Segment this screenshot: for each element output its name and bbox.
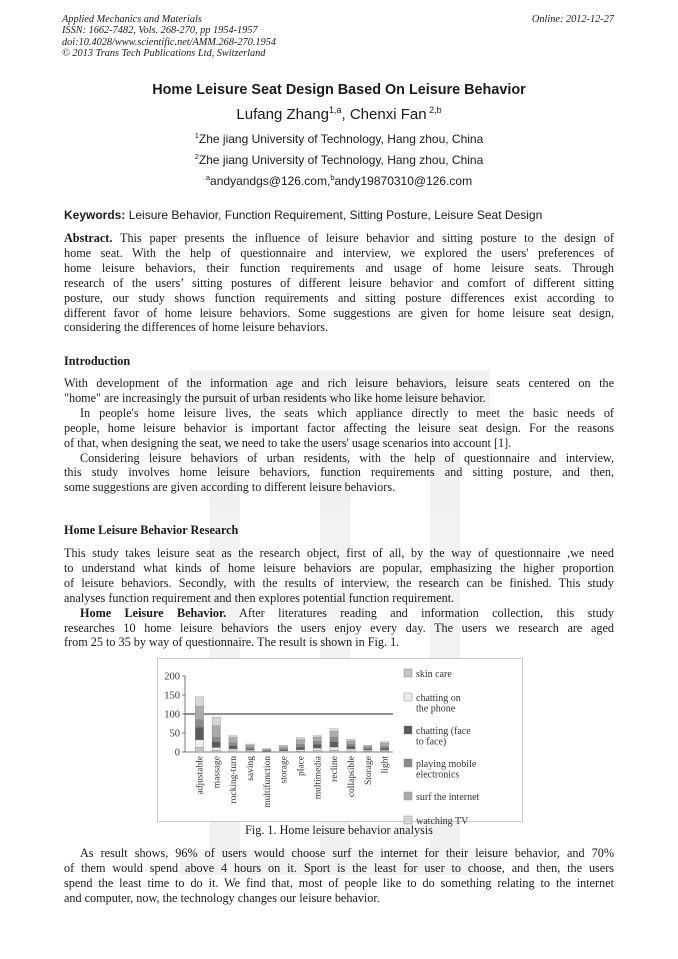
x-tick-label: recline	[330, 756, 341, 782]
bar-segment	[347, 741, 355, 744]
bar-segment	[279, 747, 287, 749]
bar-segment	[195, 727, 203, 740]
bar-segment	[212, 747, 220, 750]
bar-segment	[229, 736, 237, 738]
keywords	[64, 208, 542, 222]
bar-segment	[246, 744, 254, 745]
bar-segment	[229, 743, 237, 746]
intro-heading: Introduction	[64, 354, 131, 368]
legend-swatch	[404, 726, 412, 734]
x-tick-label: Storage	[363, 756, 374, 786]
bar-segment	[380, 750, 388, 751]
bar-segment	[229, 749, 237, 751]
leisure-chart	[158, 659, 522, 827]
bar-segment	[313, 748, 321, 750]
x-tick-label: multifunction	[262, 756, 273, 808]
bar-segment	[296, 747, 304, 750]
bar-segment	[313, 744, 321, 748]
result-line: of them would spend above 4 hours on it. Sport is the least for user to choose, and then, the users	[64, 860, 614, 875]
x-tick-label: multimedia	[313, 756, 324, 800]
y-tick-label: 50	[169, 728, 180, 740]
bar-segment	[364, 746, 372, 748]
legend-swatch	[404, 759, 412, 767]
result-line: spend the least time to do it. We find that, most of people like to do something relating to the internet	[64, 875, 614, 890]
bar-segment	[330, 731, 338, 737]
bar-segment	[330, 729, 338, 732]
legend-swatch	[404, 792, 412, 800]
bar-segment	[380, 743, 388, 746]
bar-segment	[229, 738, 237, 743]
legend-label: electronics	[416, 769, 460, 781]
affiliation-2	[0, 152, 678, 167]
bar-segment	[296, 740, 304, 745]
bar-segment	[229, 751, 237, 752]
abstract-line: home seat. With the help of questionnaire and interview, we explored the users' preferences of	[64, 245, 614, 260]
legend-label: chatting (face	[416, 726, 471, 737]
research-line: researches 10 home leisure behaviors the users enjoy every day. The users we research are aged	[64, 620, 614, 635]
bar-segment	[330, 742, 338, 747]
affiliation-1	[0, 131, 678, 146]
research-heading: Home Leisure Behavior Research	[64, 523, 239, 537]
bar-segment	[246, 747, 254, 749]
aff-2-text: Zhe jiang University of Technology, Hang zhou, China	[198, 153, 484, 167]
research-line: to understand what kinds of home leisure behaviors are popular, emphasizing the higher proportion	[64, 560, 614, 575]
legend-label: to face)	[416, 736, 447, 748]
author-1: Lufang Zhang	[236, 106, 329, 123]
bar-segment	[380, 748, 388, 750]
keywords-label: Keywords:	[64, 208, 126, 222]
abstract-line: research of the users’ sitting postures of different leisure behavior and comfort of different sitting	[64, 275, 614, 290]
legend-label: the phone	[416, 703, 456, 715]
bar-segment	[347, 749, 355, 751]
intro-line: Considering leisure behaviors of urban residents, with the help of questionnaire and interview,	[80, 450, 614, 465]
research-line: Home Leisure Behavior. After literatures reading and information collection, this study	[80, 605, 615, 620]
x-tick-label: storage	[279, 756, 290, 784]
research-line: This study takes leisure seat as the research object, first of all, by the way of questionnaire ,we need	[64, 546, 614, 560]
intro-line: of that, when designing the seat, we need to take the users' usage scenarios into account [1].	[64, 435, 512, 450]
author-2-sup: 2,b	[426, 105, 442, 115]
bar-segment	[195, 697, 203, 707]
aff-1-text: Zhe jiang University of Technology, Hang zhou, China	[198, 132, 484, 146]
bar-segment	[347, 739, 355, 741]
bar-segment	[212, 717, 220, 726]
bar-segment	[212, 737, 220, 742]
bar-segment	[246, 750, 254, 751]
bar-segment	[279, 745, 287, 747]
journal-header	[62, 14, 276, 60]
email-a[interactable]: andyandgs@126.com,	[210, 174, 331, 188]
paper-title: Home Leisure Seat Design Based On Leisure Behavior	[152, 82, 526, 98]
y-tick-label: 100	[164, 709, 180, 721]
aff-1-sup: 1	[194, 131, 199, 140]
intro-line: In people's home leisure lives, the seats which appliance directly to meet the basic needs of	[80, 405, 614, 420]
x-tick-label: place	[296, 756, 307, 777]
bar-segment	[330, 747, 338, 750]
bar-segment	[195, 740, 203, 748]
bar-segment	[263, 749, 271, 750]
bar-segment	[296, 750, 304, 752]
legend-swatch	[404, 669, 412, 677]
bar-segment	[364, 750, 372, 751]
x-tick-label: massage	[212, 756, 223, 789]
figure-1	[157, 658, 523, 827]
y-tick-label: 150	[164, 690, 180, 702]
bar-segment	[347, 751, 355, 752]
result-body	[64, 846, 614, 906]
x-tick-label: rocking-turn	[229, 756, 240, 804]
x-tick-label: saving	[245, 756, 256, 781]
authors	[0, 105, 678, 123]
legend-label: watching TV	[416, 816, 469, 827]
bar-segment	[380, 742, 388, 744]
aff-2-sup: 2	[194, 152, 199, 161]
legend-label: surf the internet	[416, 792, 480, 803]
bar-segment	[229, 746, 237, 749]
bar-segment	[380, 746, 388, 748]
legend-label: skin care	[416, 669, 452, 680]
research-body	[64, 546, 614, 650]
abstract-line: home leisure behaviors, their function requirements and usage of home leisure seats. Through	[64, 260, 614, 275]
intro-line: this study involves home leisure behaviors, function requirements and sitting posture, and then,	[64, 465, 614, 480]
abstract-line: different favor of home leisure behaviors. Some suggestions are given for home leisure seat design,	[64, 305, 614, 320]
abstract-line: posture, our study shows function requirements and sitting posture differences exist according to	[64, 290, 614, 305]
bar-segment	[296, 738, 304, 740]
journal-name: Applied Mechanics and Materials	[62, 14, 202, 25]
abstract-line: considering the differences of home leisure behaviors.	[64, 320, 329, 335]
bar-segment	[330, 750, 338, 752]
bar-segment	[313, 736, 321, 738]
legend-label: playing mobile	[416, 759, 477, 770]
keywords-text: Leisure Behavior, Function Requirement, Sitting Posture, Leisure Seat Design	[125, 208, 543, 222]
intro-line: With development of the information age and rich leisure behaviors, leisure seats centered on the	[64, 376, 614, 390]
author-1-sup: 1,a	[328, 105, 342, 115]
abstract-label: Abstract.	[64, 231, 113, 245]
abstract	[64, 231, 614, 335]
y-tick-label: 200	[164, 671, 180, 683]
x-tick-label: collapsible	[346, 756, 357, 798]
author-2: Chenxi Fan	[349, 106, 427, 123]
intro-line: "home" are increasingly the pursuit of urban residents who like home leisure behavior.	[64, 390, 486, 405]
author-separator: ,	[341, 106, 350, 123]
figure-caption: Fig. 1. Home leisure behavior analysis	[245, 823, 433, 837]
issn: ISSN: 1662-7482, Vols. 268-270, pp 1954-1957	[62, 25, 258, 37]
bar-segment	[195, 720, 203, 728]
bar-segment	[263, 749, 271, 750]
bar-segment	[246, 745, 254, 747]
bar-segment	[364, 749, 372, 750]
online-date: Online: 2012-12-27	[531, 14, 614, 25]
legend-swatch	[404, 693, 412, 701]
bar-segment	[212, 742, 220, 748]
intro-line: people, home leisure behavior is important factor affecting the leisure seat design. For the reasons	[64, 420, 614, 435]
doi: doi:10.4028/www.scientific.net/AMM.268-270.1954	[62, 36, 277, 48]
research-line: of leisure behaviors. Secondly, with the results of interview, the research can be finished. This study	[64, 575, 614, 590]
emails	[0, 173, 678, 188]
bar-segment	[212, 726, 220, 737]
intro-line: some suggestions are given according to different leisure behaviors.	[64, 480, 396, 495]
bar-segment	[313, 750, 321, 752]
y-tick-label: 0	[174, 747, 180, 759]
x-tick-label: light	[380, 756, 391, 774]
bar-segment	[313, 741, 321, 744]
intro-body	[64, 376, 614, 495]
copyright: © 2013 Trans Tech Publications Ltd, Switzerland	[62, 48, 266, 60]
bar-segment	[347, 746, 355, 749]
x-tick-label: adjustable	[195, 756, 206, 795]
bar-segment	[313, 737, 321, 741]
bar-segment	[296, 744, 304, 747]
email-b-sup: b	[330, 173, 335, 182]
result-line: and computer, now, the technology changes our leisure behavior.	[64, 890, 380, 905]
bar-segment	[364, 748, 372, 749]
bar-segment	[347, 744, 355, 746]
research-line: from 25 to 35 by way of questionnaire. The result is shown in Fig. 1.	[64, 635, 400, 650]
bar-segment	[279, 750, 287, 751]
email-a-sup: a	[205, 173, 211, 182]
hlb-label: Home Leisure Behavior.	[80, 605, 227, 620]
bar-segment	[195, 706, 203, 719]
email-b[interactable]: andy19870310@126.com	[334, 174, 473, 188]
bar-segment	[195, 747, 203, 752]
bar-segment	[330, 737, 338, 742]
research-line: analyses function requirement and then explores potential function requirement.	[64, 590, 455, 605]
legend-label: chatting on	[416, 693, 461, 704]
bar-segment	[279, 749, 287, 750]
result-line: As result shows, 96% of users would choose surf the internet for their leisure behavior, and 70%	[80, 846, 614, 860]
abstract-line: Abstract. This paper presents the influence of leisure behavior and sitting posture to the design of	[64, 231, 614, 245]
bar-segment	[212, 750, 220, 752]
bar-segment	[246, 749, 254, 750]
bar-segment	[364, 745, 372, 746]
